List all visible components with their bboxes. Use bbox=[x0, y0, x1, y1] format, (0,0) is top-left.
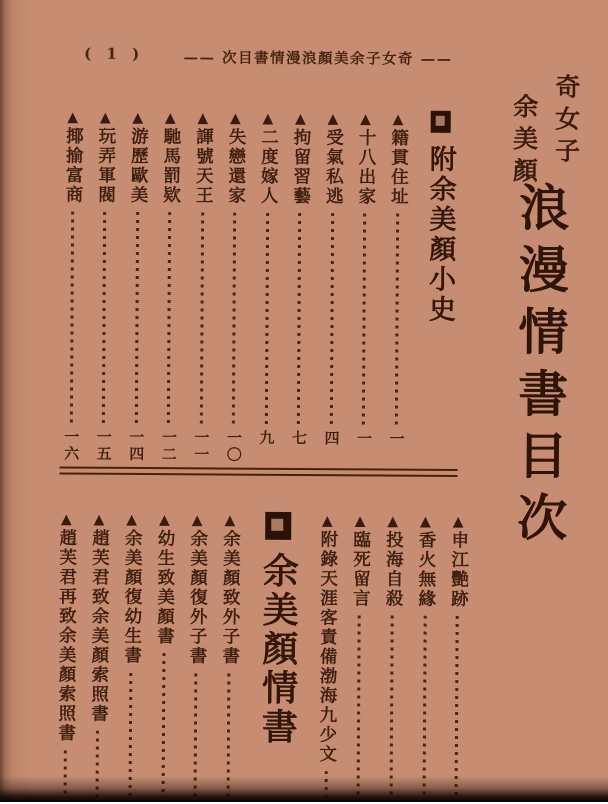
toc-entry bbox=[54, 510, 78, 800]
triangle-bullet-icon: ▲ bbox=[321, 513, 333, 530]
toc-entry-page: 七 bbox=[289, 429, 309, 448]
section-divider-double-rule bbox=[60, 467, 458, 477]
toc-entry-title: 附錄天涯客責備渤海九少文 bbox=[316, 530, 338, 765]
toc-entry bbox=[255, 110, 279, 468]
toc-entry bbox=[222, 110, 246, 468]
triangle-bullet-icon: ▲ bbox=[295, 110, 306, 128]
triangle-bullet-icon: ▲ bbox=[99, 109, 111, 126]
toc-entry-page: 一四 bbox=[127, 428, 146, 464]
page-number-indicator: ( 1 ) bbox=[84, 44, 145, 64]
toc-entry bbox=[157, 109, 181, 467]
toc-entry-title: 余美顏復幼生書 bbox=[121, 528, 143, 666]
triangle-bullet-icon: ▲ bbox=[126, 511, 138, 528]
triangle-bullet-icon: ▲ bbox=[229, 110, 241, 127]
triangle-bullet-icon: ▲ bbox=[164, 110, 176, 127]
triangle-bullet-icon: ▲ bbox=[93, 511, 105, 528]
dotted-leader bbox=[134, 212, 138, 426]
toc-entry bbox=[152, 511, 176, 801]
toc-entry-page: 一 bbox=[387, 430, 406, 448]
dotted-leader bbox=[102, 212, 106, 426]
triangle-bullet-icon: ▲ bbox=[67, 109, 79, 126]
dotted-leader bbox=[69, 212, 73, 426]
toc-entry-title: 失戀還家 bbox=[225, 127, 247, 206]
triangle-bullet-icon: ▲ bbox=[327, 111, 339, 128]
triangle-bullet-icon: ▲ bbox=[224, 512, 236, 529]
section-header-letters bbox=[250, 512, 306, 802]
dotted-leader bbox=[265, 213, 269, 427]
dotted-leader bbox=[362, 213, 366, 427]
dotted-leader bbox=[395, 214, 399, 428]
toc-entry bbox=[287, 110, 311, 468]
toc-entry bbox=[190, 109, 214, 467]
dotted-leader bbox=[297, 213, 301, 427]
toc-entry bbox=[320, 110, 344, 468]
toc-entry-title: 臨死留言 bbox=[350, 530, 371, 609]
triangle-bullet-icon: ▲ bbox=[132, 109, 144, 127]
toc-section-letters bbox=[54, 510, 470, 803]
dotted-leader bbox=[357, 615, 361, 799]
toc-entry bbox=[347, 512, 371, 802]
toc-entry bbox=[125, 109, 149, 467]
title-prefix-qi-nv-zi: 奇女子 bbox=[551, 73, 582, 170]
toc-entry-title: 申江艷跡 bbox=[448, 530, 469, 610]
toc-entry bbox=[92, 109, 116, 467]
toc-entry-page: 一二 bbox=[159, 429, 178, 464]
triangle-bullet-icon: ▲ bbox=[262, 110, 274, 127]
toc-entry bbox=[380, 512, 404, 802]
toc-entry bbox=[184, 511, 208, 801]
dotted-leader bbox=[232, 213, 236, 427]
triangle-bullet-icon: ▲ bbox=[360, 111, 371, 128]
triangle-bullet-icon: ▲ bbox=[452, 513, 464, 530]
dotted-leader bbox=[455, 616, 459, 800]
toc-entry-title: 玩弄軍閥 bbox=[95, 126, 116, 205]
toc-entry bbox=[385, 111, 409, 469]
section-header-history bbox=[417, 111, 461, 469]
toc-entry bbox=[60, 109, 84, 467]
toc-entry bbox=[413, 513, 437, 803]
triangle-bullet-icon: ▲ bbox=[420, 513, 431, 530]
running-head: —— 次目書情漫浪顏美余子女奇 —— bbox=[183, 49, 453, 68]
toc-entry-title: 揶揄富商 bbox=[62, 126, 84, 205]
triangle-bullet-icon: ▲ bbox=[387, 513, 399, 530]
toc-entry-title: 趙芙君致余美顏索照書 bbox=[88, 528, 110, 724]
section-marker-square-icon bbox=[265, 512, 291, 540]
toc-entry bbox=[217, 511, 241, 801]
toc-entry-title: 趙芙君再致余美顏索照書 bbox=[55, 528, 77, 744]
triangle-bullet-icon: ▲ bbox=[60, 511, 72, 528]
toc-entry bbox=[445, 513, 469, 803]
toc-entry-title: 十八出家 bbox=[355, 128, 377, 207]
section-marker-square-icon bbox=[430, 111, 450, 133]
toc-entry-title: 游歷歐美 bbox=[128, 126, 149, 206]
dotted-leader bbox=[422, 616, 426, 800]
toc-entry bbox=[86, 511, 110, 801]
toc-entry-page: 一〇 bbox=[224, 429, 243, 464]
toc-entry-title: 拘留習藝 bbox=[290, 127, 312, 207]
toc-section-history bbox=[60, 109, 462, 469]
toc-entry-title: 香火無緣 bbox=[415, 530, 437, 609]
triangle-bullet-icon: ▲ bbox=[191, 512, 203, 529]
toc-entry-title: 二度嫁人 bbox=[258, 127, 279, 206]
toc-entry-title: 諢號天王 bbox=[193, 127, 214, 206]
main-title: 浪漫情書目次 bbox=[509, 181, 571, 554]
toc-entry-page: 一五 bbox=[94, 428, 113, 463]
toc-entry-title: 幼生致美顏書 bbox=[154, 529, 176, 647]
triangle-bullet-icon: ▲ bbox=[197, 110, 209, 127]
triangle-bullet-icon: ▲ bbox=[392, 111, 404, 128]
toc-entry bbox=[352, 110, 376, 468]
toc-entry bbox=[119, 511, 143, 801]
dotted-leader bbox=[199, 212, 203, 426]
section-header-label: 附余美顏小史 bbox=[423, 144, 456, 325]
toc-entry-page: 一一 bbox=[192, 429, 211, 464]
photo-bottom-shadow bbox=[0, 776, 608, 802]
toc-entry-title: 余美顏致外子書 bbox=[219, 529, 241, 667]
triangle-bullet-icon: ▲ bbox=[158, 512, 170, 529]
title-prefix-yu-mei-yan: 余美顏 bbox=[509, 93, 539, 190]
toc-entry-page: 九 bbox=[257, 429, 276, 447]
toc-entry-page: 一 bbox=[354, 430, 374, 448]
dotted-leader bbox=[330, 213, 334, 427]
toc-entry-title: 投海自殺 bbox=[382, 530, 404, 609]
toc-entry-title: 受氣私逃 bbox=[323, 128, 344, 207]
triangle-bullet-icon: ▲ bbox=[354, 513, 366, 530]
toc-entry-page: 四 bbox=[322, 430, 341, 448]
toc-entry-page: 一六 bbox=[62, 428, 81, 463]
toc-entry-title: 馳馬罰欵 bbox=[160, 127, 182, 206]
dotted-leader bbox=[167, 212, 171, 426]
toc-entry-title: 余美顏復外子書 bbox=[187, 529, 208, 666]
toc-entry-title: 籍貫住址 bbox=[388, 128, 409, 207]
dotted-leader bbox=[390, 616, 394, 800]
section-header-label: 余美顏情書 bbox=[256, 551, 300, 747]
toc-entry bbox=[315, 512, 339, 802]
